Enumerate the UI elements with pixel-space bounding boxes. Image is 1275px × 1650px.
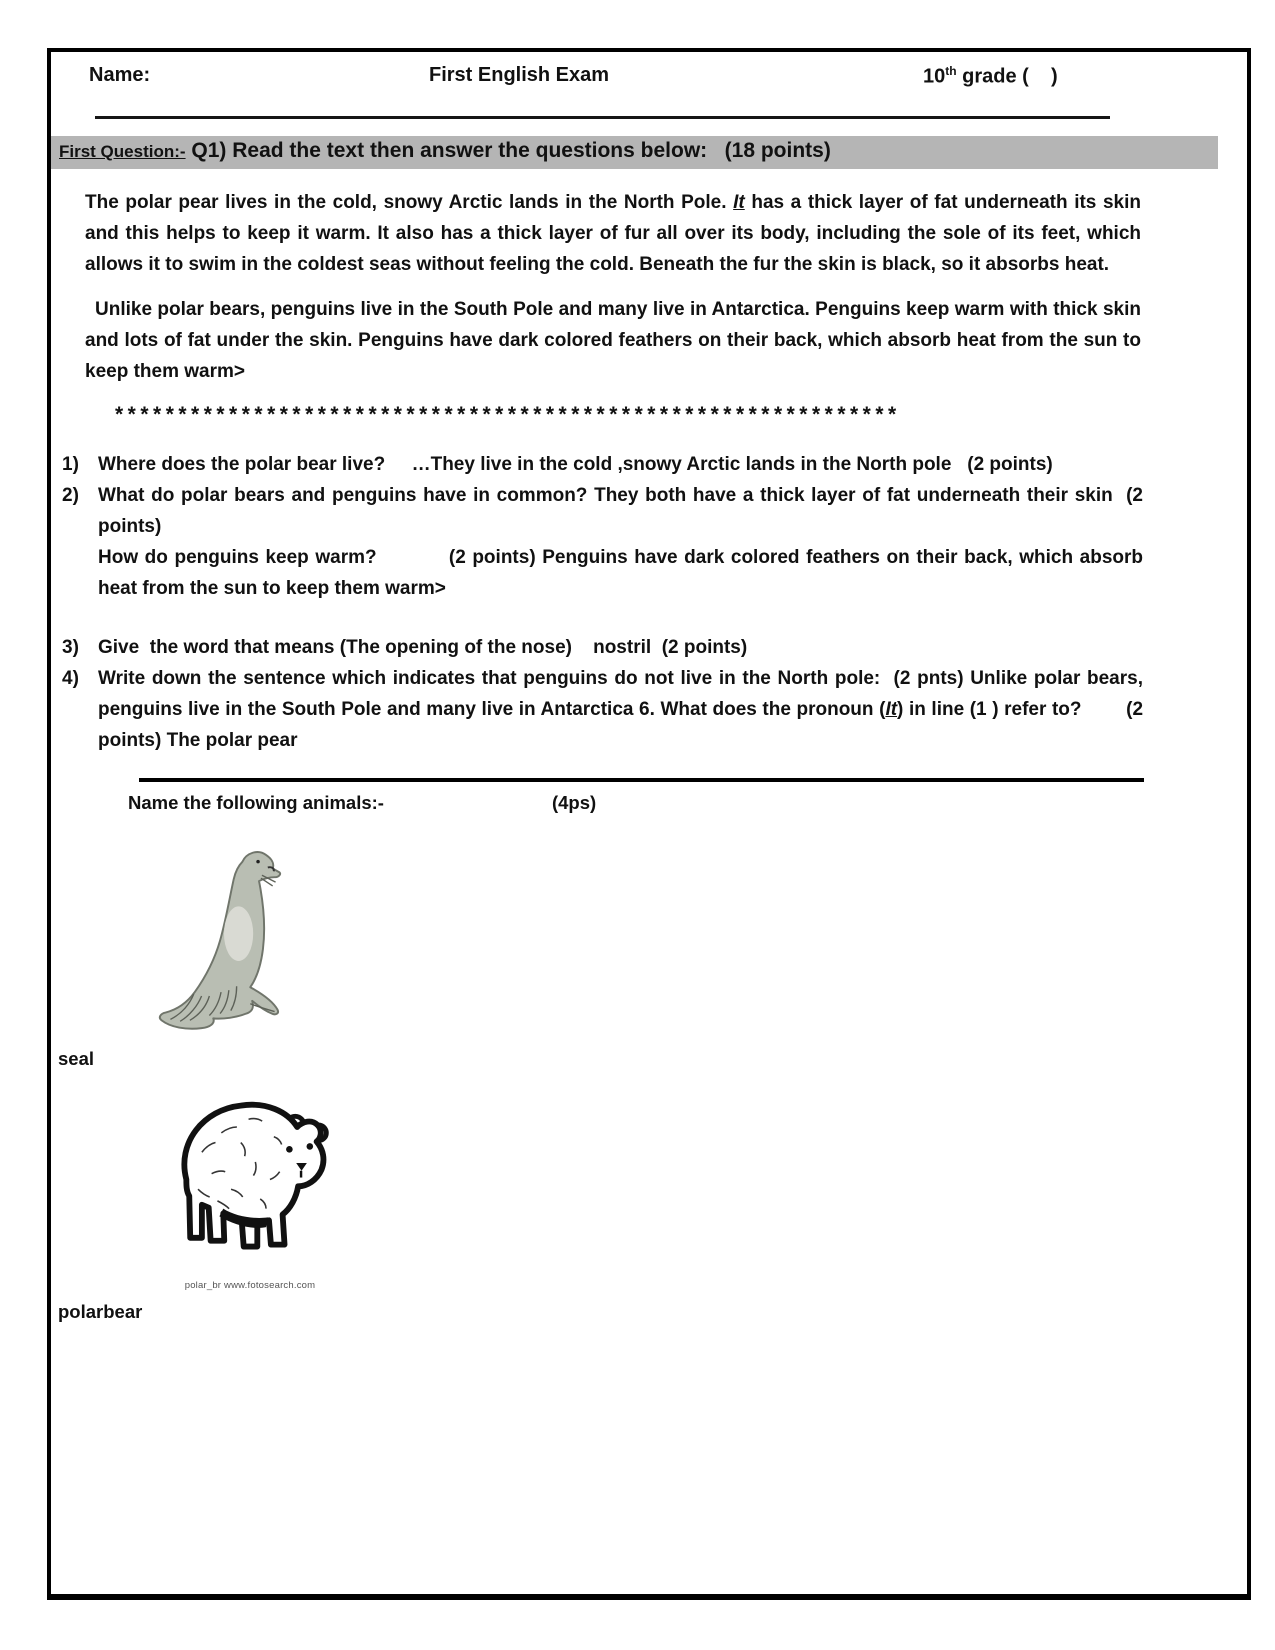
exam-page (47, 48, 1251, 1600)
exam-title: First English Exam (429, 64, 610, 86)
question-1-text: Where does the polar bear live? …They live in the cold ,snowy Arctic lands in the North pole (2 points) (98, 454, 1053, 475)
grade-rest: grade ( ) (956, 65, 1058, 88)
reading-passage-2: Unlike polar bears, penguins live in the South Pole and many live in Antarctica. Penguins keep warm with thick skin and lots of fat under the skin. Penguins have dark colored feathers on their back, which absorb heat from the sun to keep them warm> (85, 299, 1141, 382)
question-3-text: Give the word that means (The opening of the nose) nostril (2 points) (98, 637, 748, 658)
question-penguins-text: How do penguins keep warm? (2 points) Penguins have dark colored feathers on their back, which absorb heat from the sun to keep them warm> (98, 547, 1149, 599)
polar-bear-figure (161, 1084, 339, 1291)
polarbear-answer-label: polarbear (58, 1301, 143, 1322)
header-underscore-line (95, 116, 1110, 119)
name-label: Name: (89, 64, 151, 86)
question-penguins-row (62, 542, 1247, 604)
question-2-number: 2) (62, 485, 79, 506)
question-list (62, 449, 1247, 756)
question-1-number: 1) (62, 454, 79, 475)
question-3-number: 3) (62, 637, 79, 658)
section-label: First Question:- (59, 142, 186, 161)
section-header-bar (51, 136, 1218, 169)
question-4-pronoun-it: It (885, 699, 898, 720)
naming-points: (4ps) (551, 792, 597, 813)
question-4-text-start: Write down the sentence which indicates that penguins do not live in the North pole: (2 pnts) Unlike polar bears, penguins live in the South Pole and many live in Antarctica 6. What does the pronoun ( (98, 668, 1149, 720)
exam-content (51, 116, 1247, 1323)
naming-prompt: Name the following animals:- (128, 792, 384, 813)
passage1-text-start: The polar pear lives in the cold, snowy Arctic lands in the North Pole. (85, 192, 734, 213)
reading-passage-1 (85, 187, 1141, 280)
question-2-row (62, 480, 1247, 542)
seal-image (123, 848, 323, 1033)
section-title: Q1) Read the text then answer the questions below: (18 points) (185, 139, 831, 162)
seal-answer-label: seal (58, 1048, 95, 1069)
asterisk-separator: ************************************************************** (115, 403, 901, 426)
question-4-row (62, 663, 1247, 756)
passage1-pronoun-it: It (733, 192, 745, 213)
question-4-text-end: ) in line (1 ) refer to? (2 points) The polar pear (98, 699, 1149, 751)
question-4-text (98, 663, 1149, 756)
question-4-number: 4) (62, 668, 79, 689)
question-1-row (62, 449, 1247, 480)
seal-figure (123, 848, 325, 1038)
grade-ordinal: th (945, 64, 957, 78)
question-penguins-number (62, 542, 98, 604)
naming-task-row (128, 792, 1247, 814)
image-credit: polar_br www.fotosearch.com (184, 1280, 316, 1291)
question-2-text: What do polar bears and penguins have in common? They both have a thick layer of fat underneath their skin (2 points) (98, 485, 1149, 537)
grade-number: 10 (923, 65, 946, 88)
grade-label (923, 64, 1058, 89)
passage1-text-end: has a thick layer of fat underneath its skin and this helps to keep it warm. It also has a thick layer of fur all over its body, including the sole of its feet, which allows it to swim in the coldest seas without feeling the cold. Beneath the fur the skin is black, so it absorbs heat. (85, 192, 1141, 275)
polar-bear-image (163, 1084, 338, 1274)
section-divider-line (139, 778, 1144, 782)
question-3-row (62, 632, 1247, 663)
